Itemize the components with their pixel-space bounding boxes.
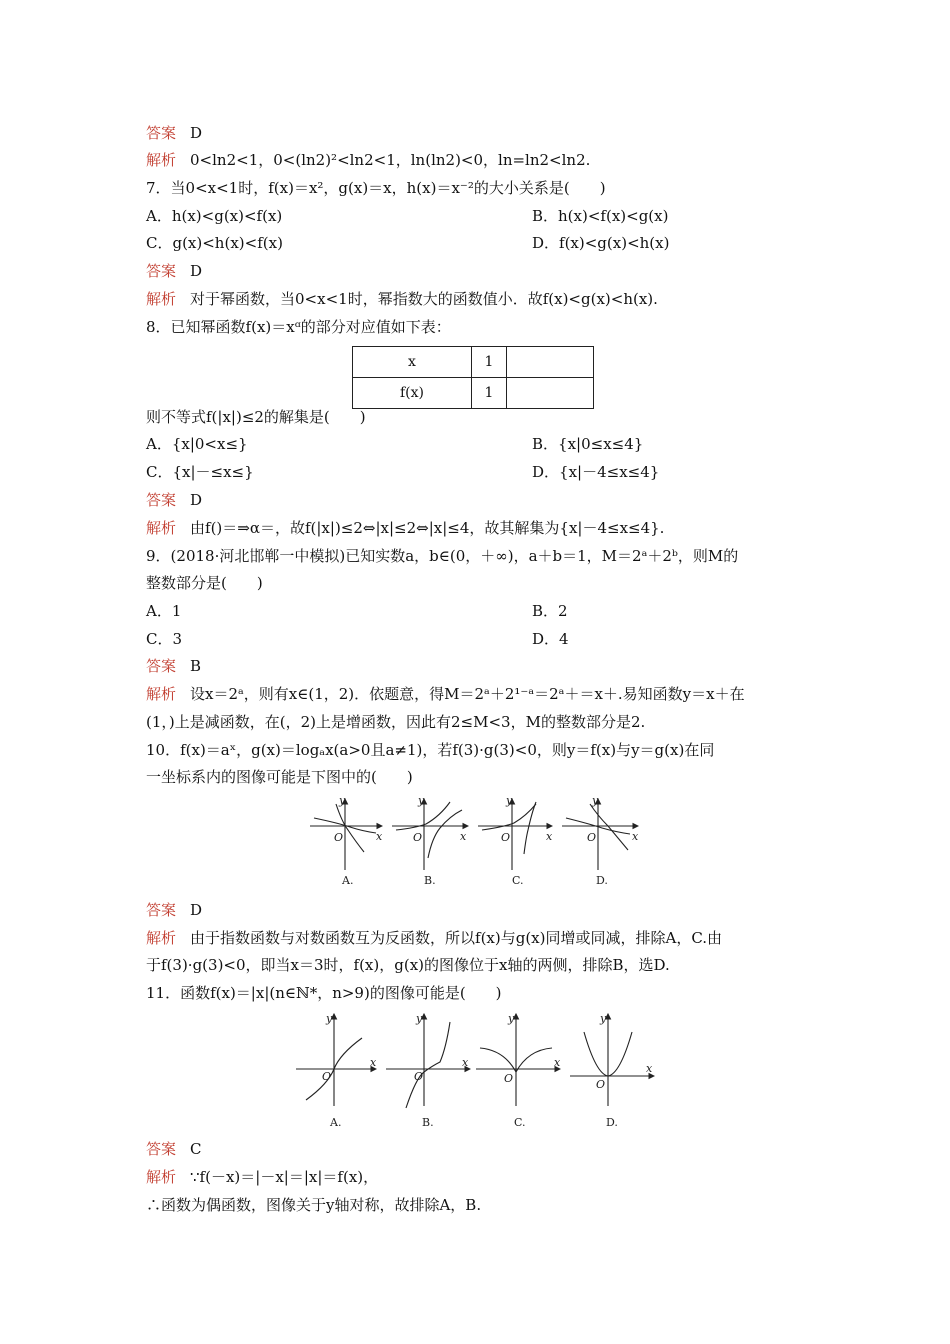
q11-axis-label: x [554, 1056, 561, 1069]
q8-option-a: A．{x|0<x≤} [146, 435, 248, 453]
q9-option-c: C．3 [146, 630, 183, 648]
q10-graph-c [478, 799, 552, 870]
table-row [353, 347, 594, 378]
q10-graph-a [310, 799, 382, 870]
q11-graph-label-b: B. [422, 1116, 434, 1129]
table-row [353, 378, 594, 409]
q11-answer: 答案 C [146, 1140, 202, 1158]
q11-graph-c [476, 1014, 560, 1106]
q6-answer: 答案 D [146, 124, 203, 142]
q9-option-b: B．2 [532, 602, 568, 620]
q10-origin-label: O [587, 831, 597, 844]
q10-graph-label-c: C. [512, 874, 524, 887]
q7-option-d: D．f(x)<g(x)<h(x) [532, 234, 670, 252]
q8-option-c: C．{x|－≤x≤} [146, 463, 254, 481]
q9-answer: 答案 B [146, 657, 202, 675]
q9-stem-line2: 整数部分是( ) [146, 574, 263, 592]
q10-analysis-line1: 解析 由于指数函数与对数函数互为反函数，所以f(x)与g(x)同增或同减，排除A，C.由 [146, 929, 723, 947]
q11-origin-label: O [596, 1078, 606, 1091]
q10-axis-label: x [460, 830, 467, 843]
q11-origin-label: O [504, 1072, 514, 1085]
q11-axis-label: x [646, 1062, 653, 1075]
q8-question: 则不等式f(|x|)≤2的解集是( ) [146, 408, 366, 426]
q7-option-a: A．h(x)<g(x)<f(x) [146, 207, 283, 225]
q11-graph-b [386, 1014, 470, 1108]
q8-stem: 8．已知幂函数f(x)＝xᵅ的部分对应值如下表： [146, 318, 451, 336]
q11-graph-label-d: D. [606, 1116, 618, 1129]
q10-graph-d [562, 799, 638, 870]
q10-graph-b [392, 799, 468, 870]
q7-analysis: 解析 对于幂函数，当0<x<1时，幂指数大的函数值小．故f(x)<g(x)<h(x). [146, 290, 658, 308]
q11-axis-label: x [370, 1056, 377, 1069]
q10-stem-line2: 一坐标系内的图像可能是下图中的( ) [146, 768, 413, 786]
q11-graph-a [296, 1014, 376, 1106]
q11-graph-label-c: C. [514, 1116, 526, 1129]
q9-analysis-line2: (1，)上是减函数，在(，2)上是增函数，因此有2≤M<3，M的整数部分是2. [146, 713, 646, 731]
q10-origin-label: O [413, 831, 423, 844]
q11-origin-label: O [322, 1070, 332, 1083]
q10-analysis-line2: 于f(3)·g(3)<0，即当x＝3时，f(x)，g(x)的图像位于x轴的两侧，排除B，选D. [146, 956, 670, 974]
q11-axis-label: x [462, 1056, 469, 1069]
table-cell: 1 [472, 347, 507, 378]
table-cell [507, 378, 594, 409]
q10-axis-label: x [632, 830, 639, 843]
q8-analysis: 解析 由f()＝⇒α＝，故f(|x|)≤2⇔|x|≤2⇔|x|≤4，故其解集为{x|－4≤x≤4}. [146, 519, 665, 537]
q11-graph-d [570, 1014, 654, 1106]
q11-axis-label: y [508, 1012, 515, 1025]
q9-analysis-line1: 解析 设x＝2ᵃ，则有x∈(1，2)．依题意，得M＝2ᵃ＋2¹⁻ᵃ＝2ᵃ＋＝x＋.易知函数y＝x＋在 [146, 685, 745, 703]
q10-graph-label-d: D. [596, 874, 608, 887]
q8-option-b: B．{x|0≤x≤4} [532, 435, 644, 453]
q8-answer: 答案 D [146, 491, 203, 509]
q10-origin-label: O [501, 831, 511, 844]
q10-axis-label: y [506, 794, 513, 807]
q6-analysis: 解析 0<ln2<1，0<(ln2)²<ln2<1，ln(ln2)<0，ln=ln2<ln2. [146, 151, 591, 169]
q10-origin-label: O [334, 831, 344, 844]
q11-stem: 11．函数f(x)＝|x|(n∈ℕ*，n>9)的图像可能是( ) [146, 984, 502, 1002]
q11-axis-label: y [416, 1012, 423, 1025]
q10-graphs-figure [300, 794, 650, 890]
q9-option-a: A．1 [146, 602, 182, 620]
q11-graphs-figure [290, 1008, 660, 1132]
table-cell [507, 347, 594, 378]
table-cell: f(x) [353, 378, 472, 409]
q7-answer: 答案 D [146, 262, 203, 280]
q10-axis-label: x [546, 830, 553, 843]
q10-axis-label: y [592, 794, 599, 807]
q11-graph-label-a: A. [330, 1116, 342, 1129]
q11-analysis-line1: 解析 ∵f(－x)＝|－x|＝|x|＝f(x)， [146, 1168, 379, 1186]
q10-axis-label: y [339, 794, 346, 807]
q7-option-c: C．g(x)<h(x)<f(x) [146, 234, 283, 252]
q7-option-b: B．h(x)<f(x)<g(x) [532, 207, 669, 225]
q8-value-table [352, 346, 594, 409]
q10-graph-label-b: B. [424, 874, 436, 887]
q10-axis-label: y [418, 794, 425, 807]
q9-option-d: D．4 [532, 630, 569, 648]
table-cell: 1 [472, 378, 507, 409]
q8-option-d: D．{x|－4≤x≤4} [532, 463, 660, 481]
q9-stem-line1: 9．(2018·河北邯郸一中模拟)已知实数a，b∈(0，＋∞)，a＋b＝1，M＝2ᵃ＋2ᵇ，则M的 [146, 547, 739, 565]
q11-analysis-line2: ∴函数为偶函数，图像关于y轴对称，故排除A，B. [146, 1196, 482, 1214]
table-cell: x [353, 347, 472, 378]
q10-axis-label: x [376, 830, 383, 843]
q11-axis-label: y [600, 1012, 607, 1025]
q7-stem: 7．当0<x<1时，f(x)＝x²，g(x)＝x，h(x)＝x⁻²的大小关系是( ) [146, 179, 606, 197]
q10-answer: 答案 D [146, 901, 203, 919]
q10-graph-label-a: A. [342, 874, 354, 887]
q11-origin-label: O [414, 1070, 424, 1083]
q11-axis-label: y [326, 1012, 333, 1025]
q10-stem-line1: 10．f(x)＝aˣ，g(x)＝logₐx(a>0且a≠1)，若f(3)·g(3)<0，则y＝f(x)与y＝g(x)在同 [146, 741, 715, 759]
